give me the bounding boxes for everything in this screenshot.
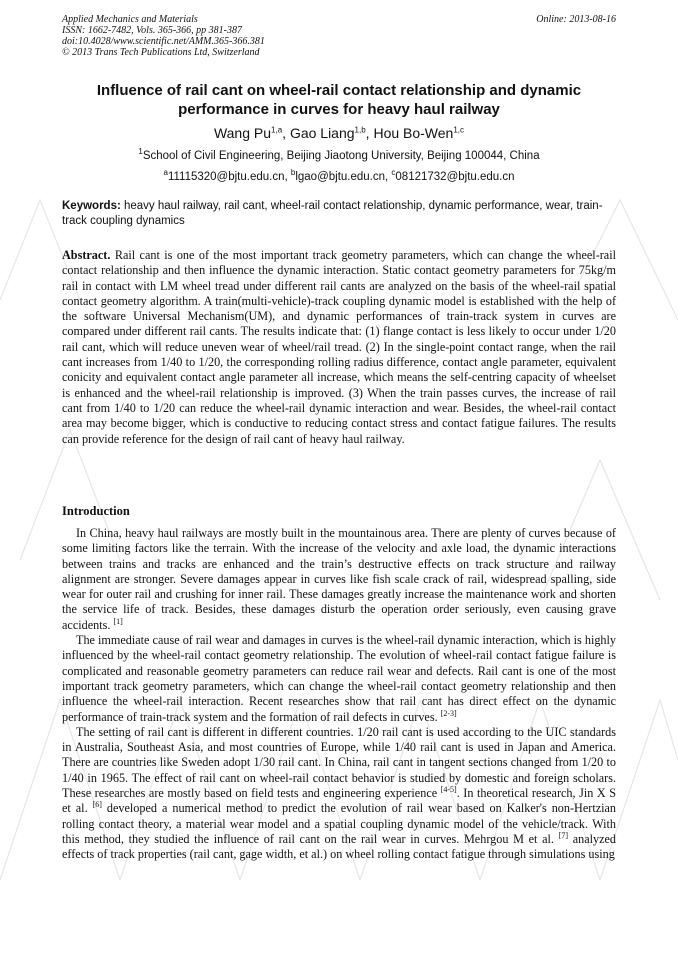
paragraph-text: The setting of rail cant is different in different countries. 1/20 rail cant is used according to the UIC standards in Australia, Southeast Asia, and most countries of Europe, while 1/40 rail cant is used in Japan and America. There are countries like Sweden adopt 1/30 rail cant. In China, rail cant in tangent sections changed from 1/20 to 1/40 in 1965. The effect of rail cant on wheel-rail contact behavior is studied by domestic and foreign scholars. These researches are mostly based on field tests and engineering experience: [62, 724, 616, 801]
paragraph: [62, 526, 616, 633]
paragraph-text: In China, heavy haul railways are mostly built in the mountainous area. There are plenty of curves because of some limiting factors like the terrain. With the increase of the velocity and axle load, the dynamic interactions between trains and tracks are enhanced and the train’s destructive effects on track structure and railway alignment are stronger. Severe damages appear in curves like fish scale crack of rail, widespread spalling, side wear for outer rail and crushing for inner rail. These damages greatly increase the maintenance work and shorten the service life of track. Besides, these damages disturb the operation order seriously, even causing grave accidents.: [62, 526, 616, 632]
email-link[interactable]: 11115320@bjtu.edu.cn: [167, 171, 285, 183]
affiliation-mark: 1: [138, 147, 143, 157]
journal-header: [62, 14, 616, 58]
title-line-1: Influence of rail cant on wheel-rail contact relationship and dynamic: [96, 82, 582, 99]
author-affil-mark: 1,a: [271, 125, 283, 135]
keywords-label: Keywords:: [62, 200, 121, 212]
doi-line: doi:10.4028/www.scientific.net/AMM.365-366.381: [62, 36, 265, 47]
affiliation-text: School of Civil Engineering, Beijing Jiaotong University, Beijing 100044, China: [142, 150, 540, 162]
paragraph: [62, 725, 616, 863]
paragraph: [62, 633, 616, 725]
keywords-block: [62, 199, 616, 229]
author-list: Wang Pu$^{1,a}$, Gao Liang$^{1,b}$, Hou Bo-Wen$^{1,c}$: [213, 125, 465, 141]
paragraph-text: The immediate cause of rail wear and damages in curves is the wheel-rail dynamic interaction, which is highly influenced by the wheel-rail contact geometry relationship. The evolution of wheel-rail contact fatigue failure is complicated and reasonable geometry parameters can reduce rail wear and defects. Rail cant is one of the most important track geometry parameters, which can change the wheel-rail contact geometry relationship and then influence the wheel-rail interaction. Recent researches show that rail cant has direct effect on the dynamic performance of train-track system and the formation of rail defects in curves.: [62, 633, 616, 724]
abstract-block: [62, 248, 616, 447]
abstract-text: Rail cant is one of the most important track geometry parameters, which can change the wheel-rail contact relationship and then influence the dynamic interaction. Static contact geometry parameters for 75kg/m rail in contact with LM wheel tread under different rail cants are analyzed on the basis of the wheel-rail spatial contact geometry algorithm. A train(multi-vehicle)-track coupling dynamic model is established with the help of the software Universal Mechanism(UM), and dynamic performances of train-track system in curves are compared under different rail cants. The results indicate that: (1) flange contact is less likely to occur under 1/20 rail cant, which will reduce uneven wear of wheel/rail tread. (2) In the single-point contact range, when the rail cant increases from 1/40 to 1/20, the corresponding rolling radius difference, contact angle parameter, equivalent conicity and equivalent contact angle parameter all increase, which means the self-centring capacity of wheelset is enhanced and the wheel-rail relationship is improved. (3) When the train passes curves, the increase of rail cant from 1/40 to 1/20 can reduce the wheel-rail dynamic interaction and wear. Besides, the wheel-rail contact area may become bigger, which is conductive to reducing contact stress and contact fatigue failures. The results can provide reference for the design of rail cant of heavy haul railway.: [62, 248, 616, 446]
issn-line: ISSN: 1662-7482, Vols. 365-366, pp 381-387: [62, 25, 242, 36]
email-link[interactable]: lgao@bjtu.edu.cn: [295, 171, 386, 183]
citation-link[interactable]: [4-5]: [440, 784, 457, 794]
section-heading-introduction: Introduction: [62, 504, 130, 518]
introduction-body: [62, 526, 616, 863]
online-date: Online: 2013-08-16: [536, 14, 616, 25]
citation-link[interactable]: [1]: [113, 616, 123, 626]
author-affil-mark: 1,b: [354, 125, 366, 135]
email-list: $^a$11115320@bjtu.edu.cn, $^b$lgao@bjtu.edu.cn, $^c$08121732@bjtu.edu.cn: [163, 168, 515, 183]
copyright-line: © 2013 Trans Tech Publications Ltd, Switzerland: [62, 47, 260, 58]
journal-name: Applied Mechanics and Materials: [62, 14, 198, 25]
email-mark: b: [290, 168, 296, 178]
paragraph-text: developed a numerical method to predict the evolution of rail wear based on Kalker's non-Hertzian rolling contact theory, a material wear model and a spatial coupling dynamic model of the vehicle/track. With this method, they studied the influence of rail cant on the rail wear in curves. Mehrgou M et al.: [62, 801, 617, 846]
title-line-2: performance in curves for heavy haul railway: [178, 101, 500, 118]
author-name: Gao Liang: [289, 125, 355, 141]
affiliation: [62, 149, 616, 164]
abstract-label: Abstract.: [62, 248, 111, 262]
paper-title: [62, 81, 616, 119]
citation-link[interactable]: [2-3]: [440, 708, 457, 718]
paragraph-text: . In theoretical research, Jin X S et al.: [62, 786, 616, 816]
author-affil-mark: 1,c: [453, 125, 465, 135]
keywords-text: heavy haul railway, rail cant, wheel-rail contact relationship, dynamic performance, wear, train-track coupling dynamics: [62, 200, 603, 227]
citation-link[interactable]: [7]: [558, 830, 569, 840]
author-name: Hou Bo-Wen: [373, 125, 454, 141]
email-mark: a: [163, 168, 168, 178]
email-link[interactable]: 08121732@bjtu.edu.cn: [395, 171, 515, 183]
email-mark: c: [391, 168, 396, 178]
citation-link[interactable]: [6]: [92, 800, 102, 810]
paragraph-text: analyzed effects of track properties (rail cant, gage width, et al.) on wheel rolling contact fatigue through simulations using: [62, 831, 617, 862]
author-name: Wang Pu: [213, 125, 272, 141]
